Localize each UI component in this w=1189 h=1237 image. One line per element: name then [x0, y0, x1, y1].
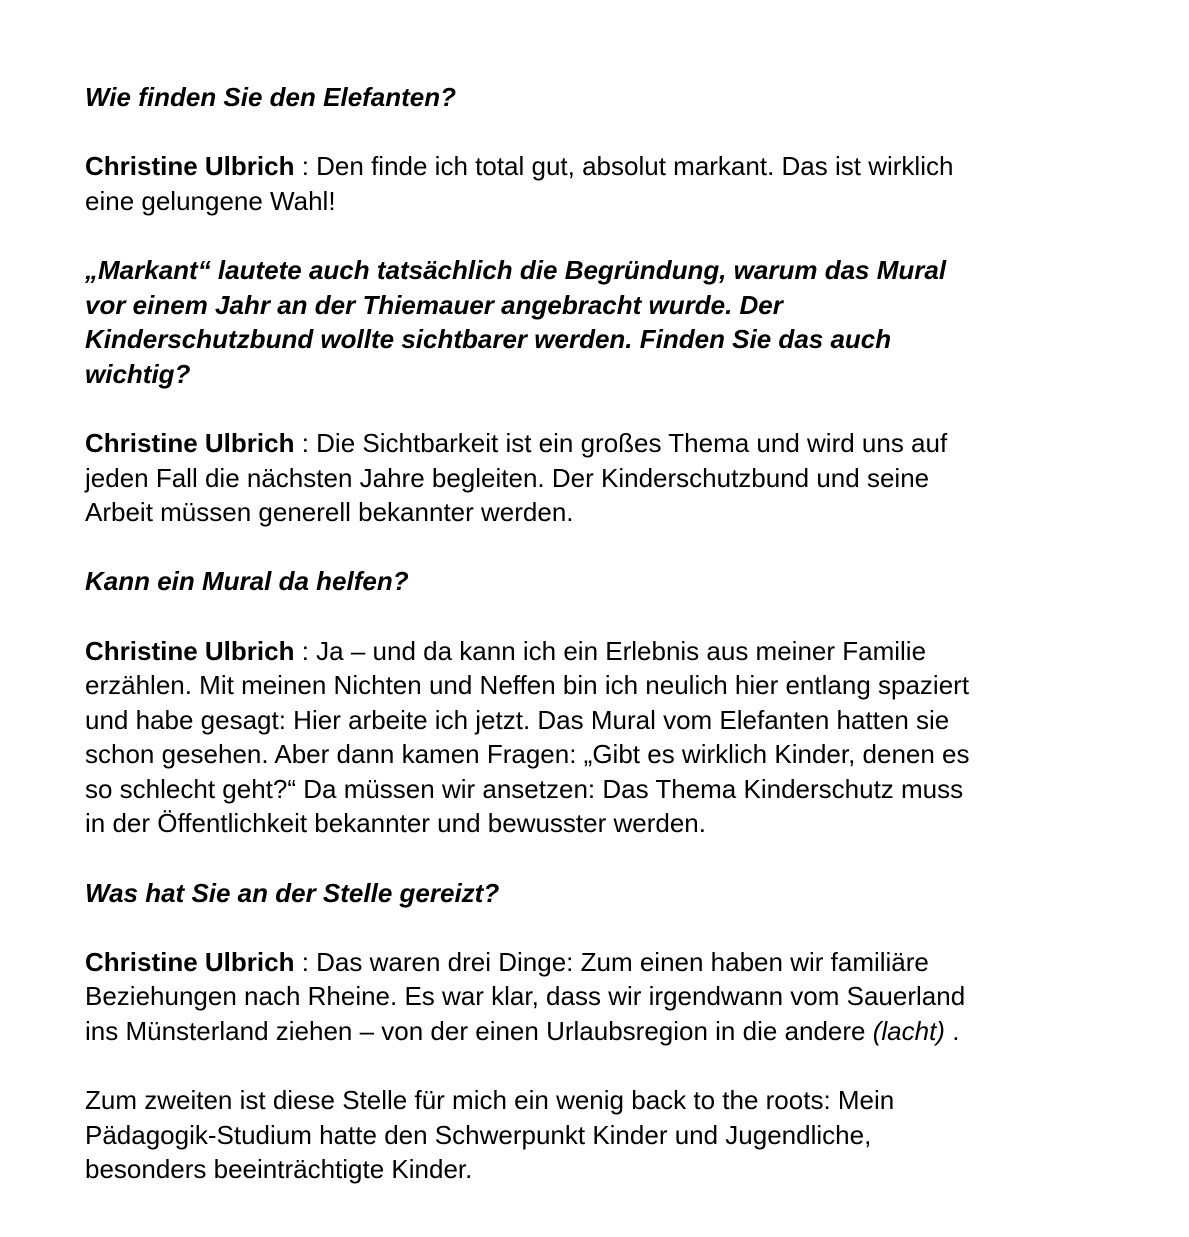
text-line	[85, 772, 1165, 807]
interview-answer	[85, 149, 1165, 218]
text-line	[85, 668, 1165, 703]
text-segment: Kann ein Mural da helfen?	[85, 566, 409, 597]
text-line	[85, 288, 1165, 323]
interview-answer	[85, 634, 1165, 842]
text-line	[85, 495, 1165, 530]
speaker-name: Christine Ulbrich	[85, 427, 295, 458]
text-line	[85, 149, 1165, 184]
text-segment: so schlecht geht?“ Da müssen wir ansetzen: Das Thema Kinderschutz muss	[85, 773, 964, 804]
text-segment: Was hat Sie an der Stelle gereizt?	[85, 877, 500, 908]
text-line	[85, 1152, 1165, 1187]
text-segment: Wie finden Sie den Elefanten?	[85, 82, 457, 112]
text-line	[85, 979, 1165, 1014]
text-line	[85, 945, 1165, 980]
speaker-name: Christine Ulbrich	[85, 946, 295, 977]
text-line	[85, 1118, 1165, 1153]
text-line	[85, 737, 1165, 772]
text-segment: Arbeit müssen generell bekannter werden.	[85, 497, 574, 528]
text-line	[85, 461, 1165, 496]
text-segment: Kinderschutzbund wollte sichtbarer werden. Finden Sie das auch	[85, 324, 892, 355]
text-line	[85, 703, 1165, 738]
text-segment: in der Öffentlichkeit bekannter und bewusster werden.	[85, 808, 706, 839]
text-line	[85, 564, 1165, 599]
text-line	[85, 322, 1165, 357]
text-line	[85, 876, 1165, 911]
interview-document	[85, 80, 1165, 1222]
text-segment: eine gelungene Wahl!	[85, 185, 336, 216]
text-line	[85, 184, 1165, 219]
text-segment: „Markant“ lautete auch tatsächlich die Begründung, warum das Mural	[85, 254, 947, 285]
text-segment: besonders beeinträchtigte Kinder.	[85, 1154, 473, 1185]
text-segment: Beziehungen nach Rheine. Es war klar, dass wir irgendwann vom Sauerland	[85, 981, 966, 1012]
text-segment: Zum zweiten ist diese Stelle für mich ein wenig back to the roots: Mein	[85, 1085, 895, 1116]
text-segment: : Ja – und da kann ich ein Erlebnis aus meiner Familie	[294, 635, 927, 666]
interview-answer	[85, 945, 1165, 1049]
text-segment: vor einem Jahr an der Thiemauer angebracht wurde. Der	[85, 289, 783, 320]
text-segment: Pädagogik-Studium hatte den Schwerpunkt Kinder und Jugendliche,	[85, 1119, 872, 1150]
interview-answer	[85, 426, 1165, 530]
text-segment: wichtig?	[85, 358, 191, 389]
text-line	[85, 357, 1165, 392]
text-segment: .	[944, 1016, 960, 1047]
text-line	[85, 806, 1165, 841]
speaker-name: Christine Ulbrich	[85, 151, 295, 182]
interview-question	[85, 564, 1165, 599]
speaker-name: Christine Ulbrich	[85, 635, 295, 666]
text-line	[85, 1083, 1165, 1118]
text-line	[85, 80, 1165, 115]
text-line	[85, 1014, 1165, 1049]
text-line	[85, 253, 1165, 288]
interview-question	[85, 253, 1165, 391]
text-segment: : Den finde ich total gut, absolut markant. Das ist wirklich	[294, 151, 954, 182]
stage-direction: (lacht)	[872, 1016, 945, 1047]
interview-answer	[85, 1083, 1165, 1187]
text-line	[85, 426, 1165, 461]
text-line	[85, 634, 1165, 669]
interview-question	[85, 80, 1165, 115]
interview-question	[85, 876, 1165, 911]
text-segment: und habe gesagt: Hier arbeite ich jetzt. Das Mural vom Elefanten hatten sie	[85, 704, 950, 735]
text-segment: erzählen. Mit meinen Nichten und Neffen bin ich neulich hier entlang spaziert	[85, 670, 970, 701]
text-segment: schon gesehen. Aber dann kamen Fragen: „Gibt es wirklich Kinder, denen es	[85, 739, 970, 770]
text-segment: jeden Fall die nächsten Jahre begleiten. Der Kinderschutzbund und seine	[85, 462, 930, 493]
text-segment: ins Münsterland ziehen – von der einen Urlaubsregion in die andere	[85, 1016, 873, 1047]
text-segment: : Die Sichtbarkeit ist ein großes Thema und wird uns auf	[294, 427, 948, 458]
text-segment: : Das waren drei Dinge: Zum einen haben wir familiäre	[294, 946, 929, 977]
